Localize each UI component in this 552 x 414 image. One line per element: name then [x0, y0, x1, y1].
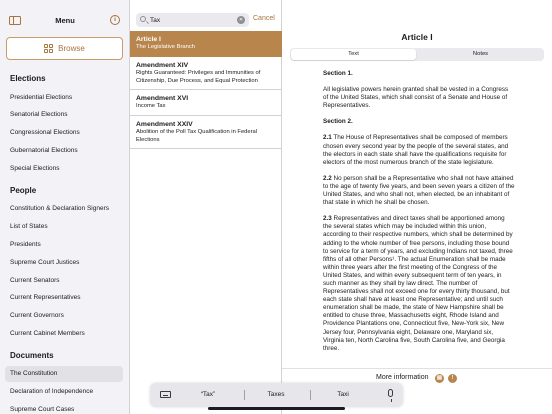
divider [282, 368, 552, 369]
keyboard-suggestion-bar [150, 383, 403, 407]
paragraph: All legislative powers herein granted shall be vested in a Congress of the United States, which shall consist of a Senate and House of Representatives. [323, 86, 509, 110]
sidebar-item-current-representatives[interactable]: Current Representatives [10, 294, 81, 301]
section-header-documents: Documents [10, 351, 54, 360]
result-subtitle: The Legislative Branch [136, 44, 195, 50]
clause-number: 2.3 [323, 215, 332, 223]
search-bar[interactable] [136, 13, 249, 27]
sidebar [0, 0, 130, 414]
sidebar-item-presidential-elections[interactable]: Presidential Elections [10, 94, 73, 101]
sidebar-item-current-senators[interactable]: Current Senators [10, 277, 60, 284]
suggestion-taxes[interactable]: Taxes [267, 391, 285, 398]
suggestion-taxi[interactable]: Taxi [337, 391, 349, 398]
result-subtitle: Abolition of the Poll Tax Qualification in Federal Elections [136, 129, 258, 143]
sidebar-item-list-of-states[interactable]: List of States [10, 223, 48, 230]
result-subtitle: Rights Guaranteed: Privileges and Immunities of Citizenship, Due Process, and Equal Protection [136, 70, 261, 84]
result-amendment-xvi[interactable] [130, 90, 282, 116]
result-subtitle: Income Tax [136, 103, 166, 109]
search-results-pane [130, 0, 282, 414]
tab-notes[interactable]: Notes [472, 51, 489, 57]
paragraph: 2.3 Representatives and direct taxes shall be apportioned among the several states which may be included within this union, according to their respective numbers, which shall be determined by adding to the whole number of free persons, including those bound to service for a term of years, and excluding Indians not taxed, three fifths of all other Persons¹. The actual Enumeration shall be made within three years after the first meeting of the Congress of the United States, and within every subsequent term of ten years, in such manner as they shall by law direct. The number of Representatives shall not exceed one for every thirty thousand, but each state shall have at least one Representative; and until such enumeration shall be made, the state of New Hampshire shall be entitled to chuse three, Massachusetts eight, Rhode Island and Providence Plantations one, Connecticut five, New-York six, New Jersey four, Pennsylvania eight, Delaware one, Maryland six, Virginia ten, North Carolina five, South Carolina five, and Georgia three. [323, 215, 513, 352]
sidebar-item-supreme-court-justices[interactable]: Supreme Court Justices [10, 259, 80, 266]
section-heading: Section 2. [323, 118, 353, 126]
clear-icon[interactable]: ✕ [238, 17, 244, 23]
info-icon[interactable]: i [110, 15, 120, 25]
sidebar-item-current-cabinet-members[interactable]: Current Cabinet Members [10, 330, 85, 337]
result-amendment-xiv[interactable] [130, 57, 282, 90]
microphone-icon[interactable] [388, 389, 393, 397]
sidebar-item-signers[interactable]: Constitution & Declaration Signers [10, 205, 109, 212]
tab-text[interactable]: Text [291, 49, 416, 60]
detail-pane [282, 0, 552, 414]
sidebar-item-gubernatorial-elections[interactable]: Gubernatorial Elections [10, 147, 78, 154]
divider [310, 390, 311, 400]
more-information-button-icon[interactable]: ▤ [436, 375, 443, 381]
result-title: Article I [136, 36, 161, 43]
sidebar-item-special-elections[interactable]: Special Elections [10, 165, 60, 172]
browse-button-label: Browse [58, 44, 85, 53]
search-input[interactable] [150, 14, 236, 26]
more-information-label: More information [376, 374, 429, 381]
text-notes-segmented-control [290, 48, 544, 61]
section-header-people: People [10, 186, 37, 195]
suggestion-quoted[interactable]: “Tax” [200, 391, 216, 398]
divider [244, 390, 245, 400]
result-title: Amendment XIV [136, 62, 189, 69]
paragraph: 2.2 No person shall be a Representative who shall not have attained to the age of twenty five years, and been seven years a citizen of the United States, and who shall not, when elected, be an inhabitant of that state in which he shall be chosen. [323, 174, 515, 207]
cancel-button[interactable]: Cancel [253, 15, 275, 22]
sidebar-item-senatorial-elections[interactable]: Senatorial Elections [10, 111, 68, 118]
sidebar-item-current-governors[interactable]: Current Governors [10, 312, 64, 319]
keyboard-icon[interactable] [160, 391, 171, 398]
sidebar-item-congressional-elections[interactable]: Congressional Elections [10, 129, 80, 136]
sidebar-item-supreme-court-cases[interactable]: Supreme Court Cases [10, 406, 75, 413]
result-title: Amendment XXIV [136, 121, 193, 128]
sidebar-title: Menu [55, 16, 75, 25]
paragraph: 2.1 The House of Representatives shall be composed of members chosen every second year by the people of the several states, and the electors in each state shall have the qualifications requisite for electors of the most numerous branch of the state legislature. [323, 134, 509, 166]
sidebar-item-presidents[interactable]: Presidents [10, 241, 41, 248]
search-icon [140, 16, 146, 22]
result-article-i[interactable] [130, 31, 282, 57]
detail-title: Article I [401, 32, 433, 42]
result-title: Amendment XVI [136, 95, 189, 102]
document-text [323, 70, 515, 366]
alert-icon[interactable]: ! [448, 374, 457, 383]
browse-button[interactable] [6, 37, 123, 60]
clause-number: 2.2 [323, 174, 332, 182]
section-header-elections: Elections [10, 74, 46, 83]
home-indicator[interactable] [208, 407, 345, 410]
grid-icon [44, 44, 53, 53]
result-amendment-xxiv[interactable] [130, 116, 282, 149]
clause-number: 2.1 [323, 134, 332, 142]
sidebar-item-declaration-of-independence[interactable]: Declaration of Independence [10, 388, 94, 395]
sidebar-item-the-constitution[interactable]: The Constitution [5, 366, 123, 382]
section-heading: Section 1. [323, 70, 353, 77]
sidebar-header [0, 12, 130, 30]
